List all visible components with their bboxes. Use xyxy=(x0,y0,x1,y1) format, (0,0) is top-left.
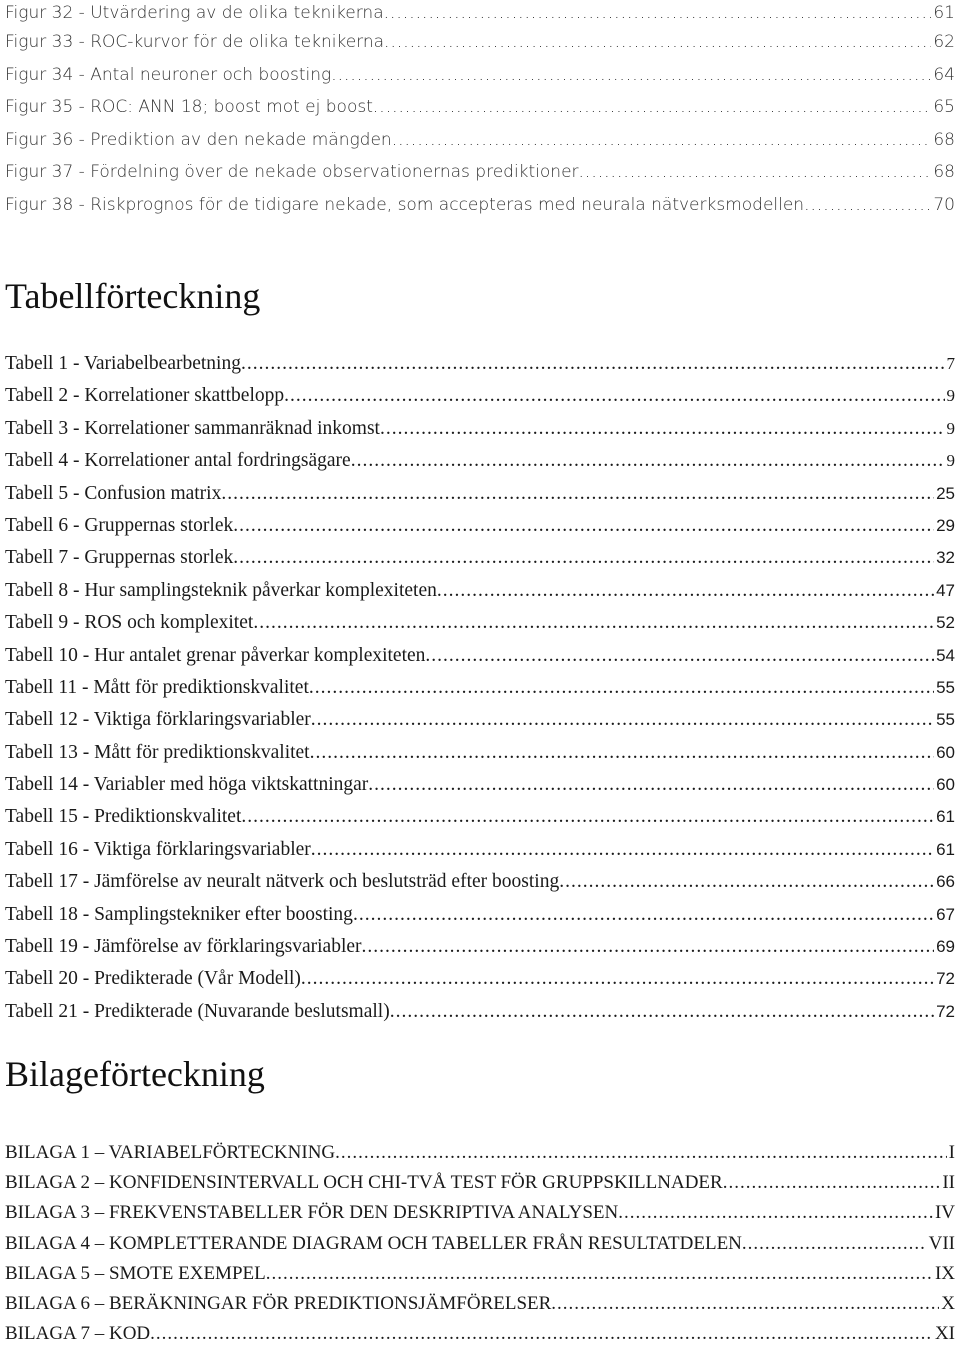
table-entry-label: Tabell 2 - Korrelationer skattbelopp xyxy=(5,385,285,407)
appendix-entry-page-number: XI xyxy=(934,1323,955,1345)
table-entry[interactable] xyxy=(5,899,955,931)
figure-entry[interactable] xyxy=(5,124,955,157)
table-entry-label: Tabell 3 - Korrelationer sammanräknad inkomst xyxy=(5,417,380,439)
dot-leader xyxy=(804,189,931,222)
appendix-entry-label: BILAGA 2 – KONFIDENSINTERVALL OCH CHI-TVÅ TEST FÖR GRUPPSKILLNADER xyxy=(5,1172,723,1194)
table-entry-page-number: 66 xyxy=(936,872,955,892)
figure-entry-page-number: 65 xyxy=(933,97,955,117)
table-entry-page-number: 47 xyxy=(936,580,955,600)
table-entry-page-number: 60 xyxy=(936,742,955,762)
figure-entry-label: Figur 38 - Riskprognos för de tidigare nekade, som accepteras med neurala nätverksmodellen xyxy=(5,194,805,215)
table-entry[interactable] xyxy=(5,510,955,542)
appendix-entry-label: BILAGA 6 – BERÄKNINGAR FÖR PREDIKTIONSJÄMFÖRELSER xyxy=(5,1292,552,1314)
table-entry[interactable] xyxy=(5,769,955,801)
table-entry[interactable] xyxy=(5,931,955,963)
dot-leader xyxy=(742,1229,927,1259)
dot-leader xyxy=(331,59,931,92)
table-entry-label: Tabell 5 - Confusion matrix xyxy=(5,482,222,504)
figure-entry-label: Figur 35 - ROC: ANN 18; boost mot ej boost xyxy=(5,97,373,117)
appendix-list-heading: Bilageförteckning xyxy=(5,1054,265,1094)
table-entry-page-number: 9 xyxy=(946,386,955,406)
dot-leader xyxy=(266,1259,933,1289)
dot-leader xyxy=(284,380,944,412)
dot-leader xyxy=(362,931,935,963)
table-entry[interactable] xyxy=(5,348,955,380)
table-entry-label: Tabell 11 - Mått för prediktionskvalitet xyxy=(5,676,309,698)
table-entry-page-number: 55 xyxy=(936,710,955,730)
dot-leader xyxy=(618,1198,933,1228)
dot-leader xyxy=(723,1168,941,1198)
figure-entry[interactable] xyxy=(5,26,955,59)
dot-leader xyxy=(353,899,934,931)
table-entry-page-number: 52 xyxy=(936,613,955,633)
appendix-entry[interactable] xyxy=(5,1168,955,1198)
appendix-list xyxy=(5,1138,955,1349)
table-entry-label: Tabell 6 - Gruppernas storlek xyxy=(5,514,234,536)
figure-entry-page-number: 61 xyxy=(933,3,955,23)
table-entry-label: Tabell 16 - Viktiga förklaringsvariabler xyxy=(5,838,311,860)
appendix-entry-label: BILAGA 1 – VARIABELFÖRTECKNING xyxy=(5,1142,336,1163)
table-entry-label: Tabell 18 - Samplingstekniker efter boosting xyxy=(5,903,353,925)
table-entry-label: Tabell 12 - Viktiga förklaringsvariabler xyxy=(5,709,311,731)
table-entry[interactable] xyxy=(5,672,955,704)
figure-entry[interactable] xyxy=(5,59,955,92)
dot-leader xyxy=(309,672,934,704)
table-entry[interactable] xyxy=(5,445,955,477)
dot-leader xyxy=(384,0,932,26)
table-entry-page-number: 54 xyxy=(936,645,955,665)
dot-leader xyxy=(425,640,934,672)
table-entry-label: Tabell 1 - Variabelbearbetning xyxy=(5,353,241,374)
appendix-entry[interactable] xyxy=(5,1289,955,1319)
figure-entry[interactable] xyxy=(5,189,955,222)
table-entry[interactable] xyxy=(5,575,955,607)
figure-entry-page-number: 62 xyxy=(933,32,955,52)
appendix-entry[interactable] xyxy=(5,1229,955,1259)
dot-leader xyxy=(241,801,934,833)
dot-leader xyxy=(233,510,934,542)
appendix-entry-label: BILAGA 7 – KOD xyxy=(5,1323,151,1345)
figure-list xyxy=(5,0,955,221)
table-entry-label: Tabell 15 - Prediktionskvalitet xyxy=(5,806,242,828)
dot-leader xyxy=(579,156,932,189)
figure-entry-label: Figur 33 - ROC-kurvor för de olika teknikerna xyxy=(5,32,385,52)
table-entry[interactable] xyxy=(5,413,955,445)
dot-leader xyxy=(335,1138,947,1168)
dot-leader xyxy=(437,575,934,607)
table-entry-label: Tabell 17 - Jämförelse av neuralt nätverk och beslutsträd efter boosting xyxy=(5,871,560,893)
appendix-entry-page-number: I xyxy=(948,1142,955,1163)
dot-leader xyxy=(253,607,934,639)
table-entry[interactable] xyxy=(5,737,955,769)
dot-leader xyxy=(373,91,931,124)
appendix-entry-page-number: X xyxy=(941,1292,955,1314)
figure-entry-page-number: 64 xyxy=(933,64,955,85)
table-list xyxy=(5,348,955,1028)
table-entry-label: Tabell 10 - Hur antalet grenar påverkar komplexiteten xyxy=(5,644,426,666)
dot-leader xyxy=(150,1319,933,1349)
figure-entry-label: Figur 32 - Utvärdering av de olika teknikerna xyxy=(5,3,384,23)
dot-leader xyxy=(221,478,934,510)
figure-entry-page-number: 68 xyxy=(933,129,955,150)
table-entry-label: Tabell 19 - Jämförelse av förklaringsvariabler xyxy=(5,936,362,958)
dot-leader xyxy=(551,1289,939,1319)
figure-entry-page-number: 70 xyxy=(933,194,955,215)
appendix-entry-label: BILAGA 5 – SMOTE EXEMPEL xyxy=(5,1262,266,1284)
dot-leader xyxy=(241,348,945,380)
figure-entry-page-number: 68 xyxy=(933,162,955,182)
table-entry-page-number: 72 xyxy=(936,1001,955,1021)
table-entry-page-number: 9 xyxy=(946,451,955,471)
table-entry-label: Tabell 7 - Gruppernas storlek xyxy=(5,547,234,569)
appendix-entry-page-number: VII xyxy=(928,1232,955,1254)
table-entry-page-number: 55 xyxy=(936,677,955,697)
figure-entry[interactable] xyxy=(5,156,955,189)
appendix-entry[interactable] xyxy=(5,1319,955,1349)
table-entry[interactable] xyxy=(5,866,955,898)
dot-leader xyxy=(310,737,934,769)
appendix-entry-label: BILAGA 4 – KOMPLETTERANDE DIAGRAM OCH TABELLER FRÅN RESULTATDELEN xyxy=(5,1232,742,1254)
dot-leader xyxy=(301,963,934,995)
figure-entry-label: Figur 37 - Fördelning över de nekade observationernas prediktioner xyxy=(5,162,579,182)
table-entry[interactable] xyxy=(5,607,955,639)
table-entry[interactable] xyxy=(5,996,955,1028)
table-entry[interactable] xyxy=(5,963,955,995)
table-entry-page-number: 67 xyxy=(936,904,955,924)
table-entry-page-number: 61 xyxy=(936,839,955,859)
table-entry-label: Tabell 4 - Korrelationer antal fordringsägare xyxy=(5,450,351,472)
appendix-entry[interactable] xyxy=(5,1198,955,1228)
dot-leader xyxy=(392,124,932,157)
table-entry-label: Tabell 21 - Predikterade (Nuvarande beslutsmall) xyxy=(5,1000,390,1022)
dot-leader xyxy=(384,26,931,59)
dot-leader xyxy=(559,866,934,898)
table-list-heading: Tabellförteckning xyxy=(5,276,261,316)
table-entry[interactable] xyxy=(5,380,955,412)
appendix-entry-page-number: IV xyxy=(934,1202,955,1224)
table-entry[interactable] xyxy=(5,542,955,574)
figure-entry[interactable] xyxy=(5,0,955,26)
table-entry-page-number: 72 xyxy=(936,969,955,989)
dot-leader xyxy=(233,542,934,574)
dot-leader xyxy=(368,769,934,801)
table-entry-page-number: 7 xyxy=(946,354,955,373)
table-entry-page-number: 60 xyxy=(936,775,955,795)
dot-leader xyxy=(311,834,934,866)
appendix-entry-label: BILAGA 3 – FREKVENSTABELLER FÖR DEN DESKRIPTIVA ANALYSEN xyxy=(5,1202,619,1224)
appendix-entry-page-number: II xyxy=(942,1172,955,1194)
table-entry-label: Tabell 9 - ROS och komplexitet xyxy=(5,612,254,634)
dot-leader xyxy=(351,445,945,477)
dot-leader xyxy=(390,996,934,1028)
figure-entry[interactable] xyxy=(5,91,955,124)
dot-leader xyxy=(311,704,934,736)
appendix-entry[interactable] xyxy=(5,1138,955,1168)
table-entry-page-number: 61 xyxy=(936,807,955,827)
table-entry-label: Tabell 20 - Predikterade (Vår Modell) xyxy=(5,968,301,990)
appendix-entry-page-number: IX xyxy=(934,1262,955,1284)
table-entry[interactable] xyxy=(5,801,955,833)
dot-leader xyxy=(380,413,945,445)
table-entry-page-number: 69 xyxy=(936,937,955,957)
table-entry-page-number: 25 xyxy=(936,483,955,503)
table-entry-page-number: 32 xyxy=(936,548,955,568)
table-entry[interactable] xyxy=(5,640,955,672)
table-entry-page-number: 9 xyxy=(946,418,955,438)
table-entry-label: Tabell 14 - Variabler med höga viktskattningar xyxy=(5,774,369,796)
appendix-entry[interactable] xyxy=(5,1259,955,1289)
table-entry[interactable] xyxy=(5,704,955,736)
table-entry[interactable] xyxy=(5,834,955,866)
table-entry-label: Tabell 13 - Mått för prediktionskvalitet xyxy=(5,741,310,763)
table-entry-label: Tabell 8 - Hur samplingsteknik påverkar komplexiteten xyxy=(5,579,437,601)
figure-entry-label: Figur 36 - Prediktion av den nekade mängden xyxy=(5,129,392,150)
figure-entry-label: Figur 34 - Antal neuroner och boosting xyxy=(5,64,332,85)
table-entry[interactable] xyxy=(5,478,955,510)
table-entry-page-number: 29 xyxy=(936,515,955,535)
